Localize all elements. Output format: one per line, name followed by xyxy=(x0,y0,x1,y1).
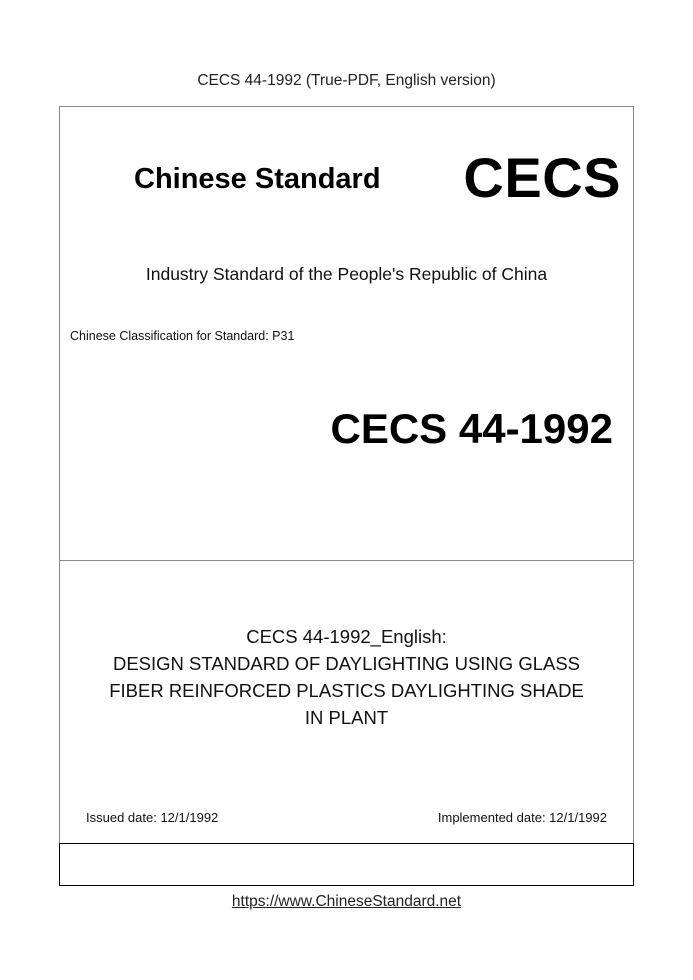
cover-frame xyxy=(59,106,634,886)
document-title-line: CECS 44-1992_English: xyxy=(246,626,447,647)
standard-number: CECS 44-1992 xyxy=(330,405,613,452)
classification-label: Chinese Classification for Standard: P31 xyxy=(70,329,295,343)
bottom-box xyxy=(59,843,634,886)
page-header: CECS 44-1992 (True-PDF, English version) xyxy=(197,72,496,89)
title-cecs-logo: CECS xyxy=(463,146,621,209)
document-title xyxy=(60,623,633,731)
section-divider xyxy=(60,560,633,561)
document-title-line: DESIGN STANDARD OF DAYLIGHTING USING GLASS xyxy=(112,653,581,674)
document-title-line: FIBER REINFORCED PLASTICS DAYLIGHTING SHADE xyxy=(109,680,584,701)
document-title-line: IN PLANT xyxy=(304,707,389,728)
industry-subtitle: Industry Standard of the People's Republic of China xyxy=(145,264,548,284)
issued-date: Issued date: 12/1/1992 xyxy=(86,810,219,825)
implemented-date: Implemented date: 12/1/1992 xyxy=(437,810,607,825)
website-link[interactable]: https://www.ChineseStandard.net xyxy=(231,893,462,910)
title-chinese-standard: Chinese Standard xyxy=(134,163,381,195)
